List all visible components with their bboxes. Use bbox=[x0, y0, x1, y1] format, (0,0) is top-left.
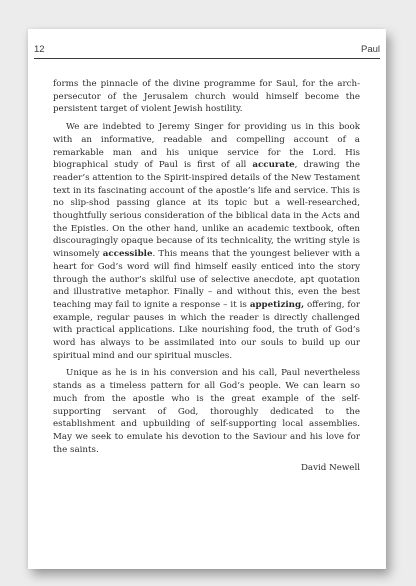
emphasis-accessible: accessible bbox=[102, 249, 153, 260]
emphasis-accurate: accurate bbox=[252, 160, 295, 171]
page-body bbox=[53, 78, 360, 475]
paragraph-2-text-4: offering, for example, regular pauses in which the reader is directly challenged with practical applications. Like nourishing food, the truth of God’s word has always to be assimilated into our souls to build up our spiritual mind and our spiritual muscles. bbox=[53, 299, 361, 361]
paragraph-2-text-1: We are indebted to Jeremy Singer for providing us in this book with an informative, readable and compelling account of a remarkable man and his unique service for the Lord. His biographical study of Paul is first of all bbox=[53, 122, 360, 171]
running-title: Paul bbox=[360, 44, 380, 55]
paragraph-2-text-2: , drawing the reader’s attention to the Spirit-inspired details of the New Testament text in its fascinating account of the apostle’s life and service. This is no slip-shod passing glance at its topic but a well-researched, thoughtfully serious consideration of the biblical data in the Acts and the Epistles. On the other hand, unlike an academic textbook, often discouragingly opaque because of its technicality, the writing style is winsomely bbox=[53, 160, 360, 260]
author-signature: David Newell bbox=[300, 463, 360, 474]
running-header bbox=[34, 44, 380, 59]
book-page bbox=[28, 29, 386, 569]
paragraph-3: Unique as he is in his conversion and his call, Paul nevertheless stands as a timeless pattern for all God’s people. We can learn so much from the apostle who is the great example of the self-supporting servant of God, thoroughly dedicated to the establishment and upbuilding of self-supporting local assemblies. May we seek to emulate his devotion to the Saviour and his love for the saints. bbox=[53, 368, 360, 455]
paragraph-2 bbox=[53, 121, 360, 362]
page-number: 12 bbox=[34, 44, 45, 55]
paragraph-1: forms the pinnacle of the divine programme for Saul, for the arch-persecutor of the Jerusalem church would himself become the persistent target of violent Jewish hostility. bbox=[53, 79, 360, 115]
emphasis-appetizing: appetizing, bbox=[249, 299, 305, 310]
paragraph-2-text-3: . This means that the youngest believer with a heart for God’s word will find himself easily enticed into the story through the author’s skilful use of selective anecdote, apt quotation and illustrative metaphor. Finally – and without this, even the best teaching may fail to ignite a response – it is bbox=[53, 249, 360, 310]
